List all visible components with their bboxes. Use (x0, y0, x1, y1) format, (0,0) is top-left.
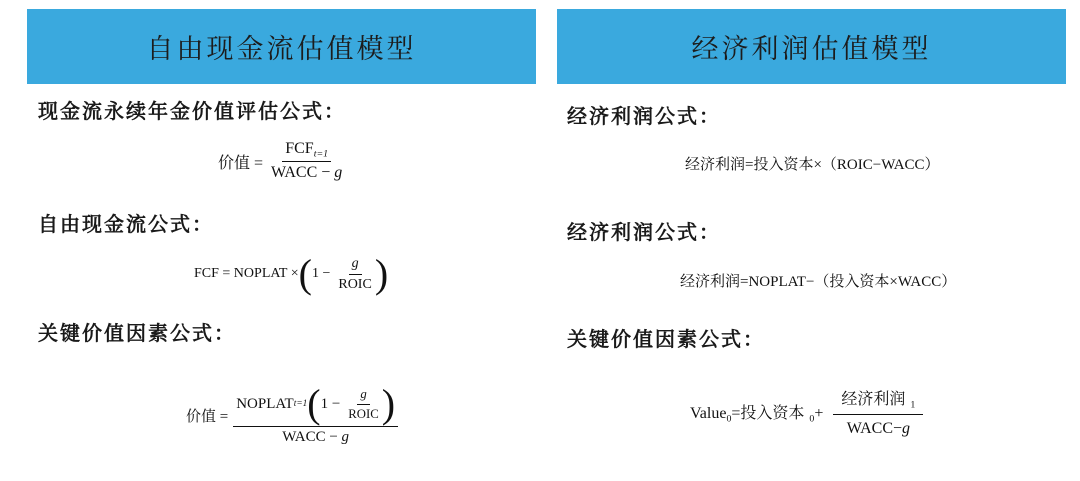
fraction (833, 386, 923, 438)
fraction-numerator: NOPLAT t=1 ( 1 − $\frac{g}{\text{ROIC}}$ ) (233, 384, 398, 427)
fraction-denominator: WACC − g (271, 164, 343, 182)
fraction (335, 256, 374, 293)
inner-fraction: $\frac{g}{\text{ROIC}}$ (348, 386, 379, 421)
formula-economic-profit-noplat: 经济利润=NOPLAT−（投入资本×WACC） (680, 274, 957, 290)
left-paren: ( (307, 381, 321, 426)
formula-key-value-driver (186, 381, 398, 446)
label-economic-profit-formula-2: 经济利润公式： (567, 220, 721, 244)
label-perpetuity-value-formula: 现金流永续年金价值评估公式： (38, 99, 346, 123)
formula-economic-profit-value (690, 386, 923, 438)
label-key-value-driver-formula-right: 关键价值因素公式： (567, 327, 765, 351)
fraction-numerator: 经济利润 $_1$ (833, 386, 923, 415)
formula-perpetuity-value (218, 140, 345, 182)
label-key-value-driver-formula: 关键价值因素公式： (38, 321, 236, 345)
fraction (233, 381, 398, 446)
formula-lhs: Value$_0$=投入资本 $_0$+ (690, 405, 824, 425)
right-paren: ) (381, 381, 396, 426)
fraction-denominator: WACC−g (846, 420, 911, 438)
left-paren: ( (298, 251, 312, 296)
formula-lhs: 价值 = (186, 408, 229, 425)
formula-lhs: 价值 = (218, 154, 264, 172)
label-economic-profit-formula-1: 经济利润公式： (567, 104, 721, 128)
formula-lhs: FCF = NOPLAT × (194, 266, 299, 281)
right-paren: ) (374, 251, 389, 296)
label-fcf-formula: 自由现金流公式： (38, 212, 214, 236)
fraction (268, 140, 345, 182)
header-economic-profit-model: 经济利润估值模型 (557, 9, 1066, 84)
fraction-numerator: g (349, 256, 362, 275)
header-free-cash-flow-model: 自由现金流估值模型 (27, 9, 536, 84)
fraction-denominator: WACC − g (282, 429, 350, 445)
one-minus: 1 − (311, 266, 331, 281)
formula-economic-profit-roic: 经济利润=投入资本×（ROIC−WACC） (685, 157, 940, 173)
formula-fcf (194, 251, 389, 296)
fraction-numerator: $FCF_{t=1}$ (282, 140, 331, 162)
fraction-denominator: ROIC (338, 276, 372, 292)
